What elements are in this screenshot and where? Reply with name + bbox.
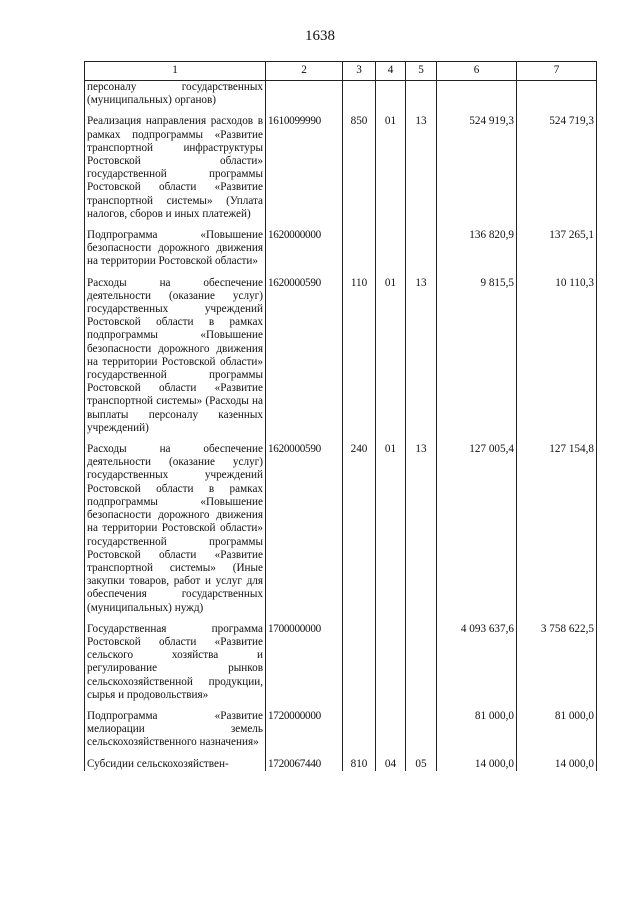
row-pr: 13 [406,277,437,443]
table-row [85,277,597,443]
column-header: 4 [376,62,406,81]
row-rz [376,81,406,116]
row-rz [376,623,406,710]
row-rz [376,229,406,277]
column-header: 6 [437,62,517,81]
row-code [266,81,343,116]
column-header: 3 [343,62,376,81]
row-vr: 240 [343,443,376,623]
row-rz [376,710,406,758]
row-name: Подпрограмма «Повышение безопасности дорожного движения на территории Ростовской области» [85,229,266,277]
row-name: Расходы на обеспечение деятельности (оказание услуг) государственных учреждений Ростовской области в рамках подпрограммы «Повышение безопасности дорожного движения на территории Ростовской области» государственной программы Ростовской области «Развитие транспортной системы» (Расходы на выплаты персоналу казенных учреждений) [85,277,266,443]
row-value-year1: 524 919,3 [437,115,517,229]
table-row [85,443,597,623]
row-pr [406,623,437,710]
column-header: 1 [85,62,266,81]
row-value-year1: 4 093 637,6 [437,623,517,710]
row-code: 1700000000 [266,623,343,710]
row-value-year1: 127 005,4 [437,443,517,623]
row-vr: 850 [343,115,376,229]
row-name: Субсидии сельскохозяйствен- [85,758,266,771]
row-rz: 01 [376,115,406,229]
row-pr: 13 [406,443,437,623]
row-name: Расходы на обеспечение деятельности (оказание услуг) государственных учреждений Ростовской области в рамках подпрограммы «Повышение безопасности дорожного движения на территории Ростовской области» государственной программы Ростовской области «Развитие транспортной системы» (Иные закупки товаров, работ и услуг для обеспечения государственных (муниципальных) нужд) [85,443,266,623]
row-value-year2: 81 000,0 [517,710,597,758]
table-row [85,623,597,710]
row-pr: 05 [406,758,437,771]
row-code: 1720000000 [266,710,343,758]
row-vr: 110 [343,277,376,443]
table-row [85,710,597,758]
row-value-year2: 14 000,0 [517,758,597,771]
row-pr [406,229,437,277]
row-value-year2: 524 719,3 [517,115,597,229]
row-vr [343,229,376,277]
page-number: 1638 [305,28,335,44]
row-pr: 13 [406,115,437,229]
row-vr [343,623,376,710]
row-value-year1 [437,81,517,116]
budget-table [84,61,597,771]
row-name: персоналу государственных (муниципальных) органов) [85,81,266,116]
row-pr [406,710,437,758]
row-value-year1: 136 820,9 [437,229,517,277]
row-pr [406,81,437,116]
table-row [85,229,597,277]
row-vr [343,710,376,758]
row-value-year1: 81 000,0 [437,710,517,758]
row-code: 1720067440 [266,758,343,771]
row-value-year2: 137 265,1 [517,229,597,277]
column-header: 5 [406,62,437,81]
table-row [85,115,597,229]
row-rz: 04 [376,758,406,771]
row-rz: 01 [376,277,406,443]
row-code: 1620000000 [266,229,343,277]
row-value-year2: 127 154,8 [517,443,597,623]
table-row [85,81,597,116]
row-name: Подпрограмма «Развитие мелиорации земель сельскохозяйственного назначения» [85,710,266,758]
row-value-year2: 10 110,3 [517,277,597,443]
row-value-year2 [517,81,597,116]
row-code: 1620000590 [266,277,343,443]
row-value-year2: 3 758 622,5 [517,623,597,710]
row-value-year1: 14 000,0 [437,758,517,771]
row-rz: 01 [376,443,406,623]
row-vr [343,81,376,116]
column-header: 2 [266,62,343,81]
row-name: Государственная программа Ростовской области «Развитие сельского хозяйства и регулирование рынков сельскохозяйственной продукции, сырья и продовольствия» [85,623,266,710]
row-vr: 810 [343,758,376,771]
table-header-row [85,62,597,81]
row-value-year1: 9 815,5 [437,277,517,443]
table-row [85,758,597,771]
column-header: 7 [517,62,597,81]
row-name: Реализация направления расходов в рамках подпрограммы «Развитие транспортной инфраструктуры Ростовской области» государственной программы Ростовской области «Развитие транспортной системы» (Уплата налогов, сборов и иных платежей) [85,115,266,229]
row-code: 1620000590 [266,443,343,623]
row-code: 1610099990 [266,115,343,229]
